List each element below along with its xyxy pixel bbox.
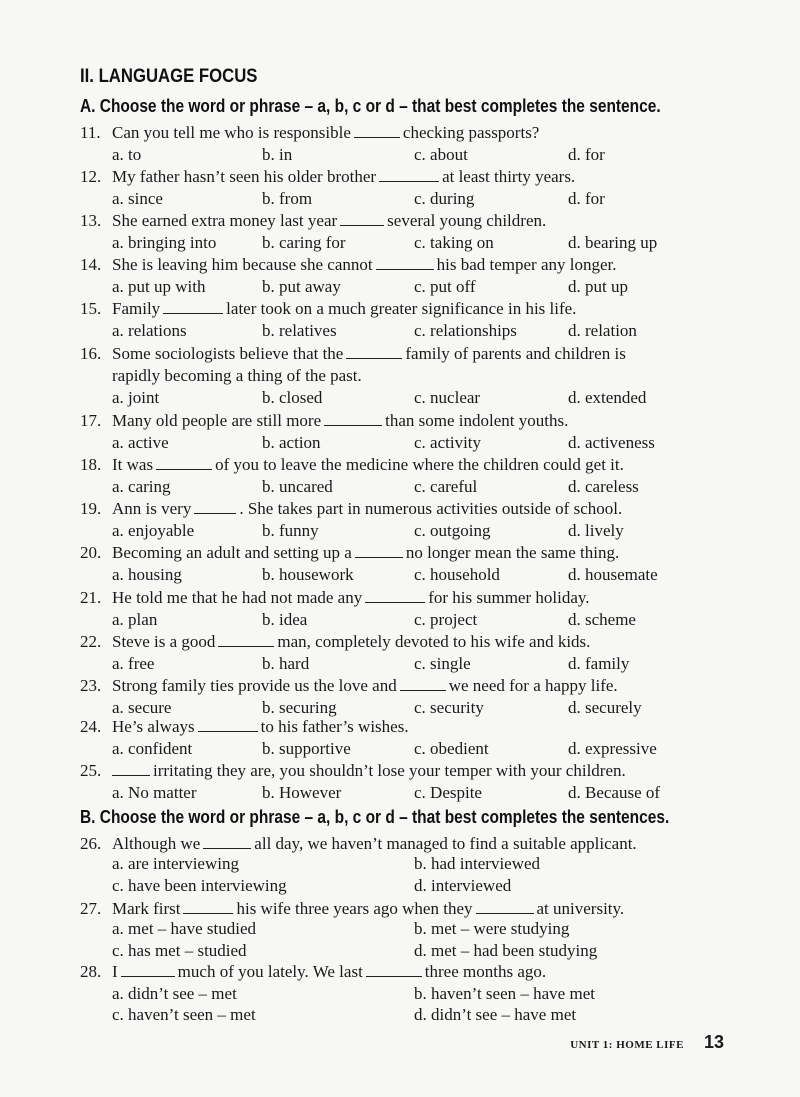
answer-blank[interactable] [194, 499, 236, 514]
answer-blank[interactable] [121, 962, 175, 977]
answer-blank[interactable] [183, 899, 233, 914]
answer-blank[interactable] [366, 962, 422, 977]
answer-blank[interactable] [324, 411, 382, 426]
section-title: II. LANGUAGE FOCUS [80, 66, 258, 87]
answer-blank[interactable] [163, 299, 223, 314]
page-number: 13 [703, 1032, 724, 1052]
answer-blank[interactable] [340, 211, 384, 226]
answer-blank[interactable] [376, 255, 434, 270]
answer-blank[interactable] [476, 899, 534, 914]
answer-blank[interactable] [203, 834, 251, 849]
answer-blank[interactable] [355, 543, 403, 558]
answer-blank[interactable] [379, 167, 439, 182]
part-b-heading: B. Choose the word or phrase – a, b, c or d – that best completes the sentences. [80, 807, 670, 827]
answer-blank[interactable] [365, 588, 425, 603]
answer-blank[interactable] [156, 455, 212, 470]
answer-blank[interactable] [112, 761, 150, 776]
textbook-page: II. LANGUAGE FOCUS A. Choose the word or phrase – a, b, c or d – that best completes the sentence. 11. Can you tell me who is responsible checking passports? a. to b. in c. about d. for 12. My father hasn’t seen his older brother at least thirty years. a. since b. from c. during d. for 13. She earned extra money last year several young children. a. bringing into b. caring for c. taking on d. bearing up 14. She is leaving him because she cannot his bad temper any longer. a. put up with b. put away c. put off d. put up 15. Family later took on a much greater significance in his life. a. relations b. relatives c. relationships d. relation 16. Some sociologists believe that the family of parents and children is rapidly becoming a thing of the past. a. joint b. closed c. nuclear d. extended 17. Many old people are still more than some indolent youths. a. active b. action c. activity d. activeness 18. It was of you to leave the medicine where the children could get it. a. caring b. uncared c. careful d. careless 19. Ann is very . She takes part in numerous activities outside of school. a. enjoyable b. funny c. outgoing d. lively 20. Becoming an adult and setting up a no longer mean the same thing. a. housing b. housework c. household d. housemate 21. He told me that he had not made any for his summer holiday. a. plan b. idea c. project d. scheme 22. Steve is a good man, completely devoted to his wife and kids. a. free b. hard c. single d. family 23. Strong family ties provide us the love and we need for a happy life. a. secure b. securing c. security d. securely 24. He’s always to his father’s wishes. a. confident b. supportive c. obedient d. expressive 25. irritating they are, you shouldn’t lose your temper with your children. a. No matter b. However c. Despite d. Because of B. Choose the word or phrase – a, b, c or d – that best completes the sentences. 26. Although we all day, we haven’t managed to find a suitable applicant. a. are interviewing b. had interviewed c. have been interviewing d. interviewed 27. Mark first his wife three years ago when they at university. a. met – have studied b. met – were studying c. has met – studied d. met – had been studying 28. I much of you lately. We last three months ago. a. didn’t see – met b. haven’t seen – have met c. haven’t seen – met d. didn’t see – have met UNIT 1: HOME LIFE 13 [80, 66, 724, 1052]
answer-blank[interactable] [198, 717, 258, 732]
part-a-heading: A. Choose the word or phrase – a, b, c or d – that best completes the sentence. [80, 96, 661, 116]
page-footer [570, 1032, 724, 1053]
answer-blank[interactable] [346, 344, 402, 359]
answer-blank[interactable] [400, 676, 446, 691]
answer-blank[interactable] [218, 632, 274, 647]
answer-blank[interactable] [354, 123, 400, 138]
unit-label: UNIT 1: HOME LIFE [570, 1039, 684, 1051]
